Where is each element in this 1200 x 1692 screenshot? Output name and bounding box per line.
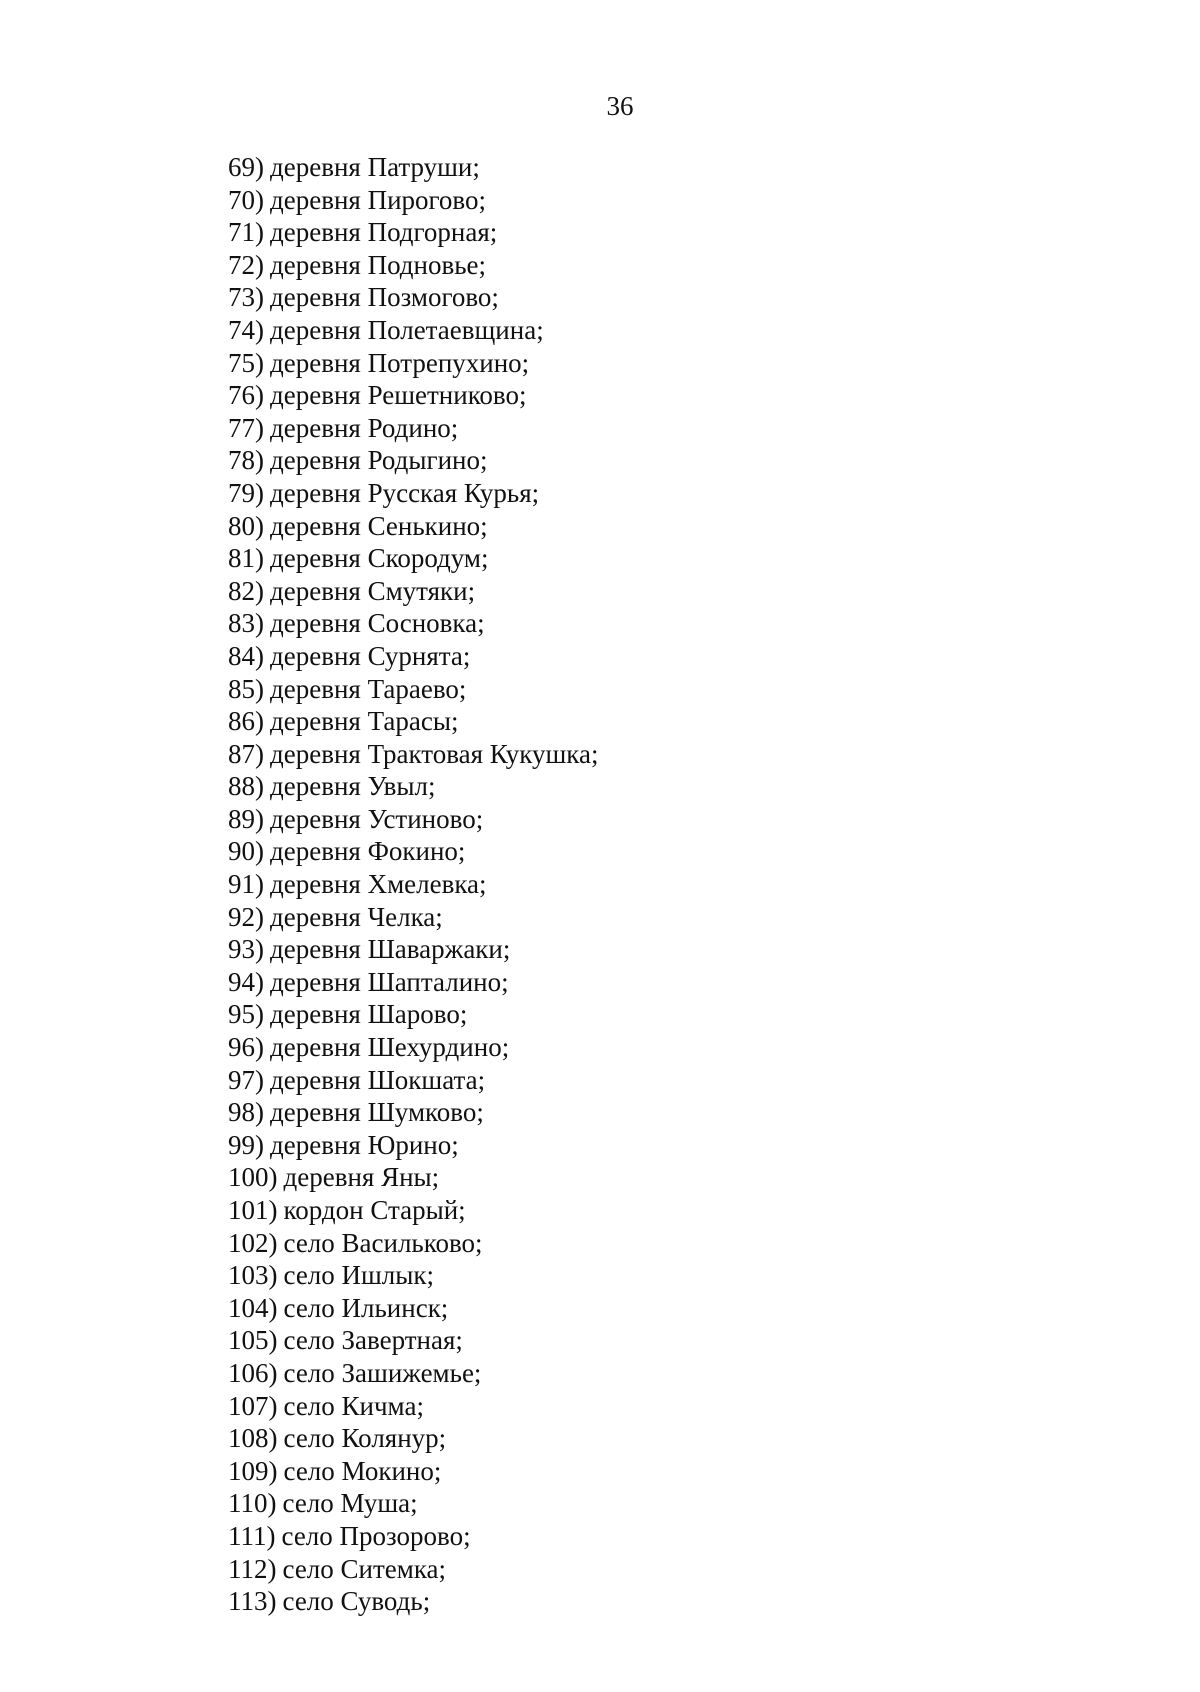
list-item-number: 81) [228,543,264,574]
list-item [228,705,598,738]
list-item-text: деревня Сурнята; [270,640,471,671]
list-item [228,1390,598,1423]
list-item-text: село Мокино; [283,1455,442,1486]
list-item-text: деревня Решетниково; [270,380,527,411]
list-item [228,1520,598,1553]
list-item [228,249,598,282]
list-item-text: село Прозорово; [281,1520,471,1551]
list-item-text: деревня Сосновка; [270,608,485,639]
list-item-number: 86) [228,706,264,737]
list-item-text: деревня Родино; [270,412,459,443]
list-item [228,1585,598,1618]
list-item-number: 108) [228,1423,278,1454]
list-item-number: 88) [228,771,264,802]
list-item-number: 106) [228,1357,278,1388]
list-item [228,281,598,314]
list-item [228,738,598,771]
list-item-text: село Ильинск; [283,1292,449,1323]
list-item-text: деревня Хмелевка; [270,869,487,900]
list-item [228,510,598,543]
list-item [228,933,598,966]
list-item [228,901,598,934]
list-item-number: 90) [228,836,264,867]
page-number: 36 [606,91,634,121]
list-item [228,379,598,412]
list-item-number: 79) [228,477,264,508]
list-item [228,1194,598,1227]
list-item [228,575,598,608]
list-item [228,412,598,445]
settlement-list [228,151,598,1618]
list-item-text: деревня Патруши; [270,152,480,182]
list-item-text: деревня Потрепухино; [270,347,530,378]
list-item-number: 70) [228,184,264,215]
list-item-text: деревня Яны; [283,1162,440,1193]
list-item-text: село Муша; [282,1488,418,1519]
list-item [228,1422,598,1455]
list-item-number: 77) [228,412,264,443]
list-item-text: деревня Пирогово; [270,184,486,215]
list-item-number: 84) [228,640,264,671]
list-item-text: деревня Подновье; [270,249,487,280]
list-item-text: деревня Трактовая Кукушка; [270,738,599,769]
list-item [228,640,598,673]
list-item-text: деревня Шарово; [270,999,468,1030]
list-item-text: деревня Устиново; [270,803,484,834]
list-item-text: деревня Русская Курья; [270,477,540,508]
list-item-text: село Кичма; [283,1390,424,1421]
list-item [228,477,598,510]
list-item-number: 72) [228,249,264,280]
list-item-text: деревня Шаваржаки; [270,934,511,965]
list-item [228,966,598,999]
list-item-text: деревня Полетаевщина; [270,314,544,345]
list-item-text: деревня Тараево; [270,673,467,704]
list-item [228,1259,598,1292]
list-item [228,1064,598,1097]
list-item-text: деревня Тарасы; [270,706,459,737]
list-item-text: деревня Шапталино; [270,966,509,997]
list-item [228,1292,598,1325]
list-item-number: 82) [228,575,264,606]
list-item [228,314,598,347]
list-item [228,673,598,706]
list-item-number: 104) [228,1292,278,1323]
list-item [228,998,598,1031]
list-item-number: 76) [228,380,264,411]
list-item-number: 111) [228,1520,276,1551]
list-item-number: 89) [228,803,264,834]
list-item-text: кордон Старый; [283,1195,466,1225]
list-item [228,1031,598,1064]
list-item-text: деревня Родыгино; [270,445,488,476]
list-item-text: село Ишлык; [283,1260,435,1291]
list-item [228,216,598,249]
list-item [228,444,598,477]
list-item [228,1487,598,1520]
list-item-text: село Васильково; [283,1227,483,1258]
list-item-number: 96) [228,1032,264,1063]
list-item-number: 69) [228,152,264,182]
list-item-number: 101) [228,1195,278,1225]
list-item-number: 92) [228,901,264,932]
list-item-number: 107) [228,1390,278,1421]
list-item-number: 74) [228,314,264,345]
list-item-number: 103) [228,1260,278,1291]
list-item-number: 110) [228,1488,277,1519]
list-item [228,770,598,803]
list-item [228,1357,598,1390]
list-item-number: 95) [228,999,264,1030]
list-item-number: 112) [228,1553,277,1584]
list-item [228,803,598,836]
list-item-text: деревня Позмогово; [270,282,499,313]
list-item [228,1096,598,1129]
list-item-number: 91) [228,869,264,900]
list-item [228,1161,598,1194]
list-item [228,835,598,868]
list-item-text: село Зашижемье; [283,1357,482,1388]
list-item-number: 73) [228,282,264,313]
list-item-text: деревня Челка; [270,901,443,932]
list-item-text: деревня Фокино; [270,836,466,867]
list-item [228,542,598,575]
list-item-number: 78) [228,445,264,476]
list-item-number: 113) [228,1586,277,1617]
list-item-text: деревня Шумково; [270,1097,484,1128]
list-item [228,607,598,640]
list-item-number: 85) [228,673,264,704]
list-item-number: 83) [228,608,264,639]
list-item-number: 109) [228,1455,278,1486]
list-item-text: село Ситемка; [282,1553,447,1584]
list-item-text: село Завертная; [283,1325,463,1356]
list-item-number: 87) [228,738,264,769]
list-item [228,347,598,380]
list-item-number: 94) [228,966,264,997]
list-item [228,184,598,217]
list-item [228,868,598,901]
list-item [228,1553,598,1586]
list-item-number: 99) [228,1129,264,1160]
list-item-number: 105) [228,1325,278,1356]
list-item-number: 80) [228,510,264,541]
list-item [228,1227,598,1260]
list-item-number: 102) [228,1227,278,1258]
list-item-text: село Суводь; [282,1586,431,1617]
list-item-text: деревня Сенькино; [270,510,488,541]
list-item [228,151,598,184]
list-item [228,1129,598,1162]
list-item-number: 71) [228,217,264,248]
list-item-text: деревня Шокшата; [270,1064,486,1095]
list-item-text: деревня Увыл; [270,771,436,802]
list-item-number: 98) [228,1097,264,1128]
list-item-number: 97) [228,1064,264,1095]
list-item-text: село Колянур; [283,1423,447,1454]
list-item-number: 100) [228,1162,278,1193]
list-item [228,1324,598,1357]
list-item-number: 75) [228,347,264,378]
list-item-text: деревня Юрино; [270,1129,459,1160]
list-item-text: деревня Подгорная; [270,217,498,248]
list-item-number: 93) [228,934,264,965]
list-item-text: деревня Скородум; [270,543,489,574]
list-item [228,1455,598,1488]
list-item-text: деревня Шехурдино; [270,1032,510,1063]
list-item-text: деревня Смутяки; [270,575,476,606]
